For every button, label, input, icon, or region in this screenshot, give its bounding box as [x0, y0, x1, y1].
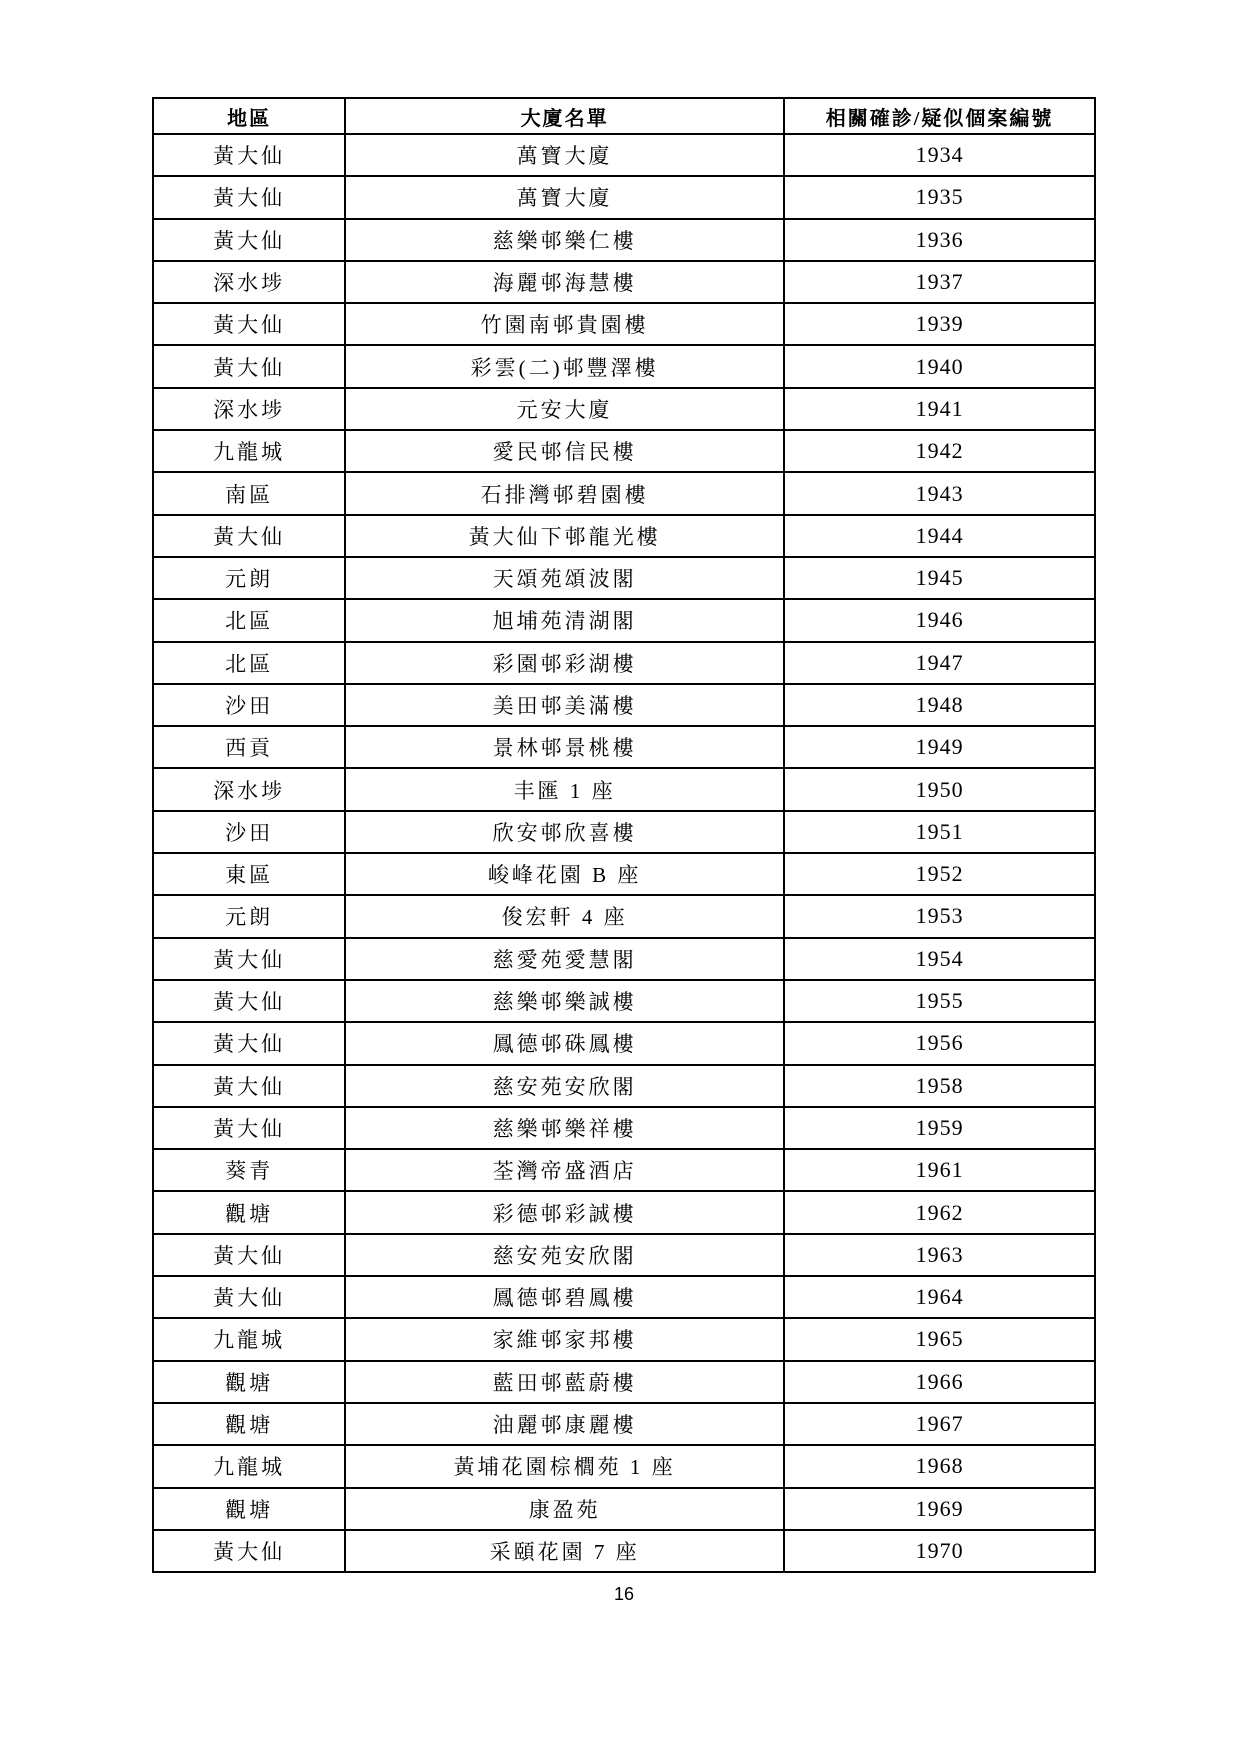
building-cell: 藍田邨藍蔚樓	[345, 1361, 784, 1403]
building-cell: 美田邨美滿樓	[345, 684, 784, 726]
district-cell: 黃大仙	[153, 515, 345, 557]
case-number-cell: 1961	[784, 1149, 1095, 1191]
case-number-cell: 1968	[784, 1445, 1095, 1487]
table-row	[153, 599, 1095, 641]
header-district: 地區	[153, 98, 345, 134]
table-row	[153, 345, 1095, 387]
table-row	[153, 1276, 1095, 1318]
table-row	[153, 1445, 1095, 1487]
table-row	[153, 1361, 1095, 1403]
table-row	[153, 515, 1095, 557]
building-cell: 萬寶大廈	[345, 134, 784, 176]
case-number-cell: 1952	[784, 853, 1095, 895]
case-number-cell: 1964	[784, 1276, 1095, 1318]
table-row	[153, 895, 1095, 937]
case-number-cell: 1936	[784, 219, 1095, 261]
table-row	[153, 1318, 1095, 1360]
district-cell: 九龍城	[153, 1445, 345, 1487]
table-row	[153, 642, 1095, 684]
table-row	[153, 1488, 1095, 1530]
case-number-cell: 1949	[784, 726, 1095, 768]
case-number-cell: 1934	[784, 134, 1095, 176]
table-header	[153, 98, 1095, 134]
district-cell: 黃大仙	[153, 1065, 345, 1107]
building-cell: 鳳德邨硃鳳樓	[345, 1022, 784, 1064]
building-case-table	[152, 97, 1096, 1573]
building-cell: 慈樂邨樂仁樓	[345, 219, 784, 261]
table-row	[153, 1530, 1095, 1572]
case-number-cell: 1965	[784, 1318, 1095, 1360]
district-cell: 觀塘	[153, 1403, 345, 1445]
district-cell: 觀塘	[153, 1191, 345, 1233]
building-cell: 旭埔苑清湖閣	[345, 599, 784, 641]
district-cell: 葵青	[153, 1149, 345, 1191]
building-cell: 采頤花園 7 座	[345, 1530, 784, 1572]
table-row	[153, 684, 1095, 726]
case-number-cell: 1948	[784, 684, 1095, 726]
building-cell: 元安大廈	[345, 388, 784, 430]
district-cell: 沙田	[153, 684, 345, 726]
case-number-cell: 1940	[784, 345, 1095, 387]
table-row	[153, 980, 1095, 1022]
building-cell: 慈樂邨樂祥樓	[345, 1107, 784, 1149]
case-number-cell: 1956	[784, 1022, 1095, 1064]
table-row	[153, 388, 1095, 430]
case-number-cell: 1945	[784, 557, 1095, 599]
table-row	[153, 1107, 1095, 1149]
case-number-cell: 1941	[784, 388, 1095, 430]
building-cell: 俊宏軒 4 座	[345, 895, 784, 937]
building-cell: 竹園南邨貴園樓	[345, 303, 784, 345]
building-cell: 丰匯 1 座	[345, 768, 784, 810]
building-cell: 峻峰花園 B 座	[345, 853, 784, 895]
table-row	[153, 1022, 1095, 1064]
district-cell: 黃大仙	[153, 1022, 345, 1064]
table-row	[153, 853, 1095, 895]
building-cell: 彩德邨彩誠樓	[345, 1191, 784, 1233]
table-row	[153, 430, 1095, 472]
district-cell: 深水埗	[153, 768, 345, 810]
case-number-cell: 1954	[784, 938, 1095, 980]
district-cell: 黃大仙	[153, 219, 345, 261]
district-cell: 深水埗	[153, 261, 345, 303]
district-cell: 元朗	[153, 557, 345, 599]
case-number-cell: 1937	[784, 261, 1095, 303]
building-cell: 慈愛苑愛慧閣	[345, 938, 784, 980]
building-cell: 彩雲(二)邨豐澤樓	[345, 345, 784, 387]
header-row	[153, 98, 1095, 134]
district-cell: 黃大仙	[153, 938, 345, 980]
district-cell: 觀塘	[153, 1488, 345, 1530]
district-cell: 九龍城	[153, 430, 345, 472]
table-row	[153, 219, 1095, 261]
table-row	[153, 303, 1095, 345]
building-cell: 康盈苑	[345, 1488, 784, 1530]
district-cell: 西貢	[153, 726, 345, 768]
case-number-cell: 1963	[784, 1234, 1095, 1276]
district-cell: 南區	[153, 472, 345, 514]
case-number-cell: 1966	[784, 1361, 1095, 1403]
district-cell: 黃大仙	[153, 1530, 345, 1572]
table-row	[153, 938, 1095, 980]
case-number-cell: 1950	[784, 768, 1095, 810]
case-number-cell: 1962	[784, 1191, 1095, 1233]
building-table-body	[153, 134, 1095, 1572]
table-row	[153, 557, 1095, 599]
page-number: 16	[613, 1584, 635, 1604]
district-cell: 黃大仙	[153, 980, 345, 1022]
table-row	[153, 134, 1095, 176]
district-cell: 黃大仙	[153, 1234, 345, 1276]
table-row	[153, 1234, 1095, 1276]
district-cell: 觀塘	[153, 1361, 345, 1403]
case-number-cell: 1959	[784, 1107, 1095, 1149]
case-number-cell: 1958	[784, 1065, 1095, 1107]
building-cell: 海麗邨海慧樓	[345, 261, 784, 303]
building-cell: 欣安邨欣喜樓	[345, 811, 784, 853]
building-cell: 石排灣邨碧園樓	[345, 472, 784, 514]
district-cell: 元朗	[153, 895, 345, 937]
table-row	[153, 726, 1095, 768]
building-cell: 萬寶大廈	[345, 176, 784, 218]
building-cell: 彩園邨彩湖樓	[345, 642, 784, 684]
district-cell: 黃大仙	[153, 1276, 345, 1318]
case-number-cell: 1943	[784, 472, 1095, 514]
header-case-number: 相關確診/疑似個案編號	[784, 98, 1095, 134]
header-building: 大廈名單	[345, 98, 784, 134]
table-row	[153, 768, 1095, 810]
case-number-cell: 1970	[784, 1530, 1095, 1572]
district-cell: 九龍城	[153, 1318, 345, 1360]
building-cell: 黃埔花園棕櫚苑 1 座	[345, 1445, 784, 1487]
district-cell: 北區	[153, 599, 345, 641]
building-cell: 家維邨家邦樓	[345, 1318, 784, 1360]
case-number-cell: 1953	[784, 895, 1095, 937]
building-cell: 鳳德邨碧鳳樓	[345, 1276, 784, 1318]
district-cell: 沙田	[153, 811, 345, 853]
case-number-cell: 1939	[784, 303, 1095, 345]
case-number-cell: 1944	[784, 515, 1095, 557]
table-row	[153, 176, 1095, 218]
district-cell: 深水埗	[153, 388, 345, 430]
table-row	[153, 811, 1095, 853]
district-cell: 北區	[153, 642, 345, 684]
table-row	[153, 1149, 1095, 1191]
building-cell: 慈樂邨樂誠樓	[345, 980, 784, 1022]
building-cell: 愛民邨信民樓	[345, 430, 784, 472]
case-number-cell: 1935	[784, 176, 1095, 218]
table-row	[153, 1065, 1095, 1107]
building-cell: 慈安苑安欣閣	[345, 1234, 784, 1276]
building-cell: 油麗邨康麗樓	[345, 1403, 784, 1445]
building-cell: 景林邨景桃樓	[345, 726, 784, 768]
table-row	[153, 1403, 1095, 1445]
building-cell: 天頌苑頌波閣	[345, 557, 784, 599]
case-number-cell: 1955	[784, 980, 1095, 1022]
table-row	[153, 1191, 1095, 1233]
table-row	[153, 472, 1095, 514]
table-row	[153, 261, 1095, 303]
building-cell: 黃大仙下邨龍光樓	[345, 515, 784, 557]
building-cell: 慈安苑安欣閣	[345, 1065, 784, 1107]
case-number-cell: 1942	[784, 430, 1095, 472]
district-cell: 黃大仙	[153, 345, 345, 387]
building-cell: 荃灣帝盛酒店	[345, 1149, 784, 1191]
case-number-cell: 1951	[784, 811, 1095, 853]
case-number-cell: 1946	[784, 599, 1095, 641]
case-number-cell: 1947	[784, 642, 1095, 684]
case-number-cell: 1967	[784, 1403, 1095, 1445]
district-cell: 東區	[153, 853, 345, 895]
district-cell: 黃大仙	[153, 176, 345, 218]
district-cell: 黃大仙	[153, 303, 345, 345]
case-number-cell: 1969	[784, 1488, 1095, 1530]
district-cell: 黃大仙	[153, 134, 345, 176]
district-cell: 黃大仙	[153, 1107, 345, 1149]
